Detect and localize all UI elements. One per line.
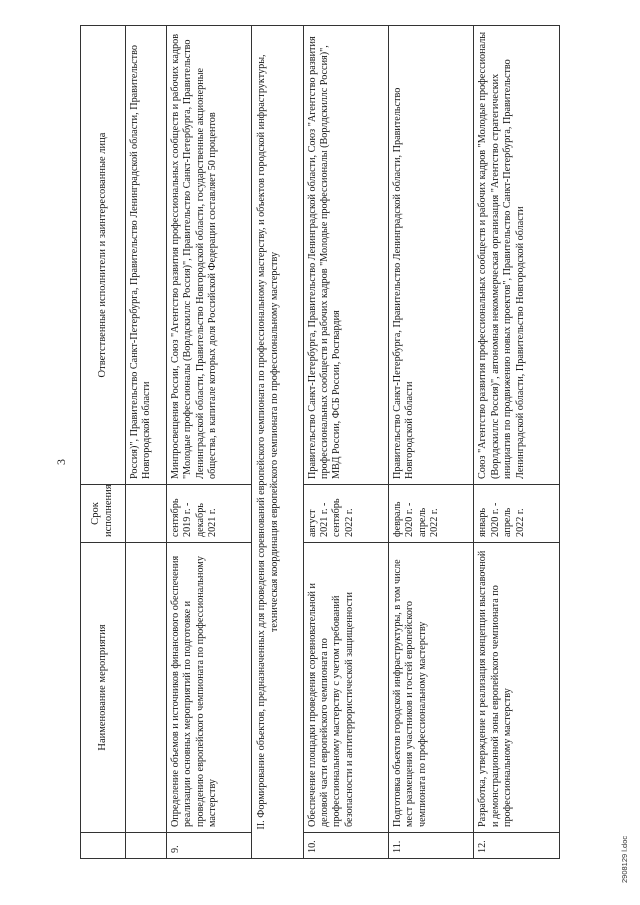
table-header-row — [81, 26, 126, 859]
row-term: сентябрь 2019 г. - декабрь 2021 г. — [167, 485, 252, 543]
page-number: 3 — [54, 459, 68, 465]
continuation-responsible: Россия)", Правительство Санкт-Петербурга, Правительство Ленинградской области, Правительство Новгородской области — [126, 26, 167, 485]
document-footer: 2908129 l.doc — [620, 835, 629, 883]
row-name: Определение объемов и источников финансового обеспечения реализации основных мероприятий по подготовке и проведению европейского чемпионата по профессиональному мастерству — [167, 543, 252, 833]
table-row — [389, 26, 474, 859]
section-row — [252, 26, 303, 859]
row-term: январь 2020 г. - апрель 2022 г. — [474, 485, 560, 543]
section-title: II. Формирование объектов, предназначенных для проведения соревнований европейского чемпионата по профессиональному мастерству, и объектов городской инфраструктуры, техническая координация европейского чемпионата по профессиональному мастерству — [252, 26, 303, 859]
table-row — [474, 26, 560, 859]
row-responsible: Союз "Агентство развития профессиональных сообществ и рабочих кадров "Молодые профессионалы (Ворлдскиллс Россия)", автономная некоммерческая организация "Агентство стратегических инициатив по продвижению новых проектов", Правительство Санкт-Петербурга, Правительство Ленинградской области, Правительство Новгородской области — [474, 26, 560, 485]
row-name: Подготовка объектов городской инфраструктуры, в том числе мест размещения участников и гостей европейского чемпионата по профессиональному мастерству — [389, 543, 474, 833]
header-name: Наименование мероприятия — [81, 543, 126, 833]
row-number: 12. — [474, 833, 560, 859]
header-responsible: Ответственные исполнители и заинтересованные лица — [81, 26, 126, 485]
row-number: 11. — [389, 833, 474, 859]
row-responsible: Минпросвещения России, Союз "Агентство развития профессиональных сообществ и рабочих кадров "Молодые профессионалы (Ворлдскиллс Россия)", Правительство Санкт-Петербурга, Правительство Ленинградской области, Правительство Новгородской области, государственные акционерные общества, в капитале которых доля Российской Федерации составляет 50 процентов — [167, 26, 252, 485]
row-responsible: Правительство Санкт-Петербурга, Правительство Ленинградской области, Правительство Новгородской области — [389, 26, 474, 485]
header-num — [81, 833, 126, 859]
table-row — [303, 26, 388, 859]
row-number: 10. — [303, 833, 388, 859]
continuation-row — [126, 26, 167, 859]
header-term: Срок исполнения — [81, 485, 126, 543]
table-row — [167, 26, 252, 859]
row-name: Обеспечение площадки проведения соревновательной и деловой части европейского чемпионата по профессиональному мастерству с учетом требований безопасности и антитеррористической защищенности — [303, 543, 388, 833]
row-term: август 2021 г. - сентябрь 2022 г. — [303, 485, 388, 543]
events-table — [80, 25, 560, 859]
row-responsible: Правительство Санкт-Петербурга, Правительство Ленинградской области, Союз "Агентство развития профессиональных сообществ и рабочих кадров "Молодые профессионалы (Ворлдскиллс Россия)", МВД России, ФСБ России, Росгвардия — [303, 26, 388, 485]
row-name: Разработка, утверждение и реализация концепции выставочной и демонстрационной зоны европейского чемпионата по профессиональному мастерству — [474, 543, 560, 833]
row-number: 9. — [167, 833, 252, 859]
row-term: февраль 2020 г. - апрель 2022 г. — [389, 485, 474, 543]
